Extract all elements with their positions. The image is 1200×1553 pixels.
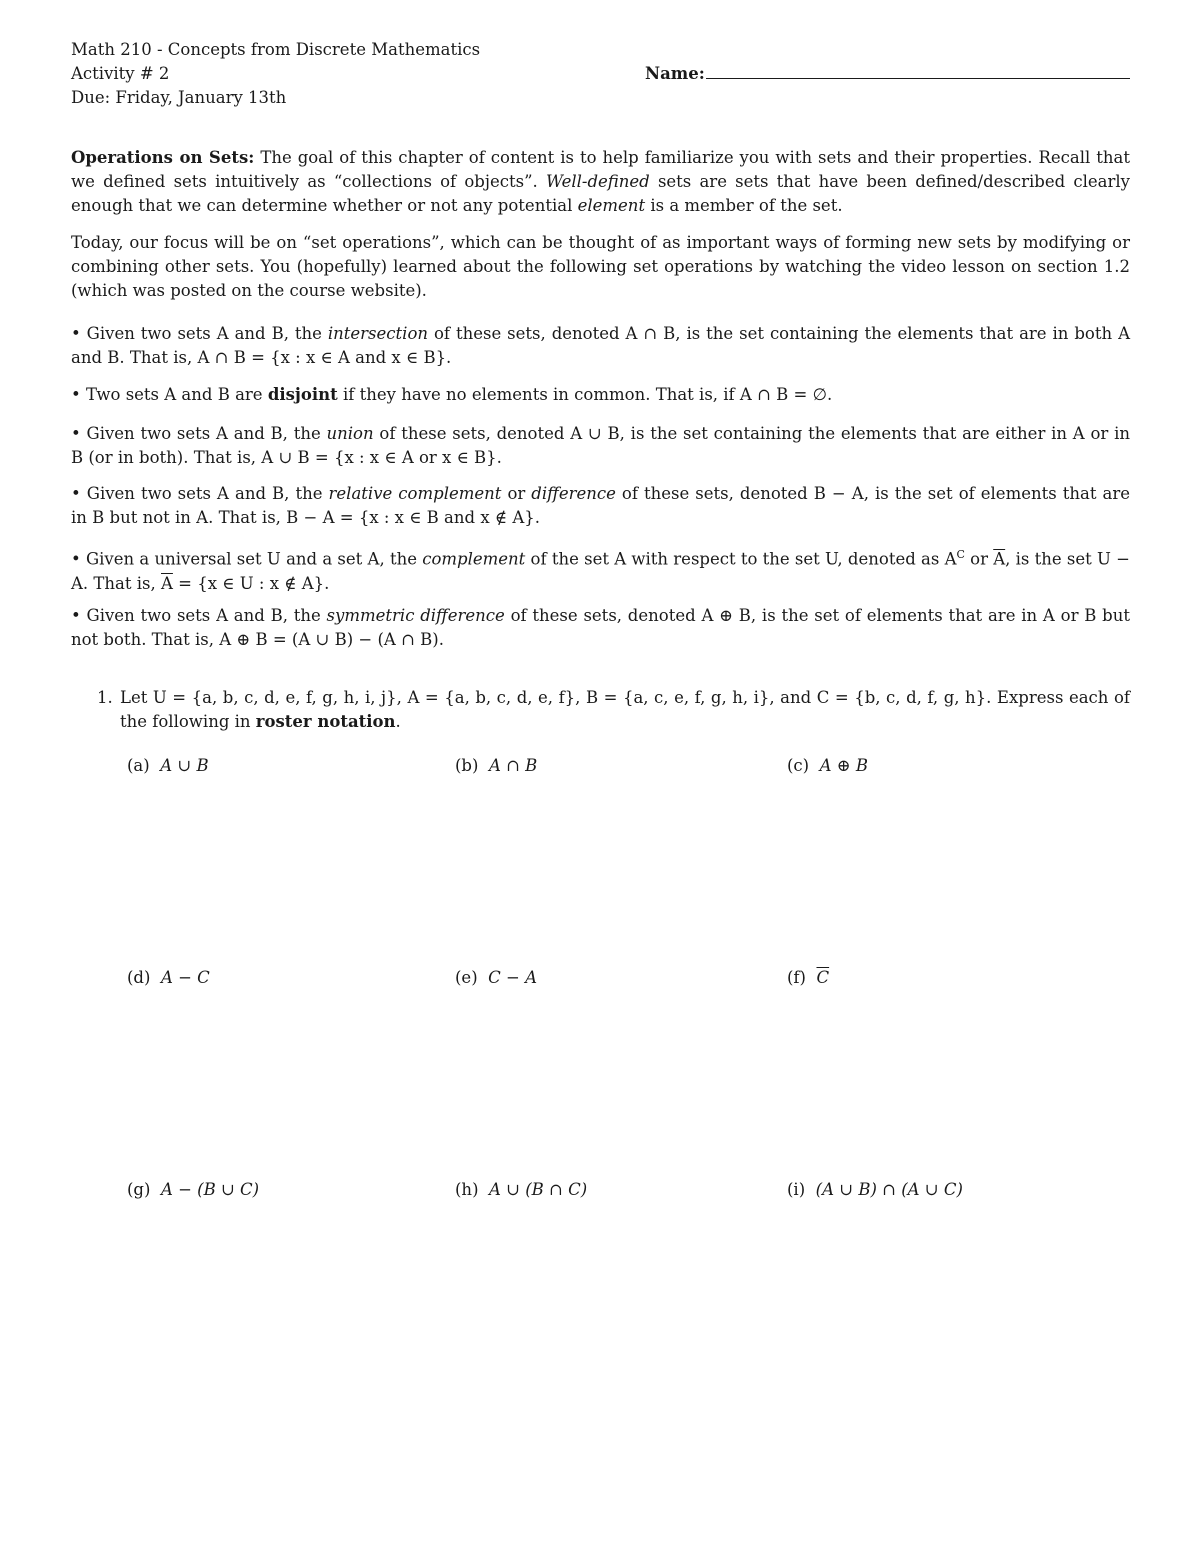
part-g: (g) A − (B ∪ C) — [127, 1180, 260, 1199]
part-d: (d) A − C — [127, 968, 210, 987]
definition-union: • Given two sets A and B, the union of these sets, denoted A ∪ B, is the set containing the elements that are either in A or in B (or in both). That is, A ∪ B = {x : x ∈ A or x ∈ B}. — [71, 424, 1131, 467]
course-title: Math 210 - Concepts from Discrete Mathematics — [71, 40, 481, 59]
section-heading: Operations on Sets: — [71, 148, 255, 167]
question-1-text: Let U = {a, b, c, d, e, f, g, h, i, j}, A = {a, b, c, d, e, f}, B = {a, c, e, f, g, h, i}, and C = {b, c, d, f, g, h}. Express each of the following in roster notation. — [120, 688, 1130, 731]
definition-complement: • Given a universal set U and a set A, the complement of the set A with respect to the set U, denoted as $A^C$ or $\overline{A}$, is the set U − A. That is, $\overline{A} = \{x$ ∈ U : x ∉ A}. — [71, 548, 1130, 593]
definition-symmetric-difference: • Given two sets A and B, the symmetric difference of these sets, denoted A ⊕ B, is the set of elements that are in A or B but not both. That is, A ⊕ B = (A ∪ B) − (A ∩ B). — [71, 606, 1130, 649]
part-h: (h) A ∪ (B ∩ C) — [455, 1180, 588, 1199]
part-a: (a) A ∪ B — [127, 756, 209, 775]
definition-disjoint: • Two sets A and B are disjoint if they have no elements in common. That is, if A ∩ B = ∅. — [71, 385, 833, 404]
due-date: Due: Friday, January 13th — [71, 88, 287, 107]
question-number: 1. — [97, 688, 113, 707]
part-i: (i) (A ∪ B) ∩ (A ∪ C) — [787, 1180, 963, 1199]
part-b: (b) A ∩ B — [455, 756, 538, 775]
intro-paragraph-1: Operations on Sets: The goal of this chapter of content is to help familiarize you with sets and their properties. Recall that we defined sets intuitively as “collections of objects”. Well-defined sets are sets that have been defined/described clearly enough that we can determine whether or not any potential element is a member of the set. — [71, 148, 1130, 215]
part-e: (e) C − A — [455, 968, 537, 987]
name-label: Name: — [645, 64, 705, 83]
intro-paragraph-2: Today, our focus will be on “set operations”, which can be thought of as important ways of forming new sets by modifying or combining other sets. You (hopefully) learned about the following set operations by watching the video lesson on section 1.2 (which was posted on the course website). — [71, 233, 1130, 300]
part-c: (c) A ⊕ B — [787, 756, 868, 775]
name-blank-line[interactable] — [706, 78, 1130, 79]
definition-difference: • Given two sets A and B, the relative complement or difference of these sets, denoted B − A, is the set of elements that are in B but not in A. That is, B − A = {x : x ∈ B and x ∉ A}. — [71, 484, 1130, 527]
definition-intersection: • Given two sets A and B, the intersection of these sets, denoted A ∩ B, is the set containing the elements that are in both A and B. That is, A ∩ B = {x : x ∈ A and x ∈ B}. — [71, 324, 1130, 367]
part-f: (f) $\overline{C}$ — [787, 968, 830, 987]
activity-number: Activity # 2 — [71, 64, 170, 83]
